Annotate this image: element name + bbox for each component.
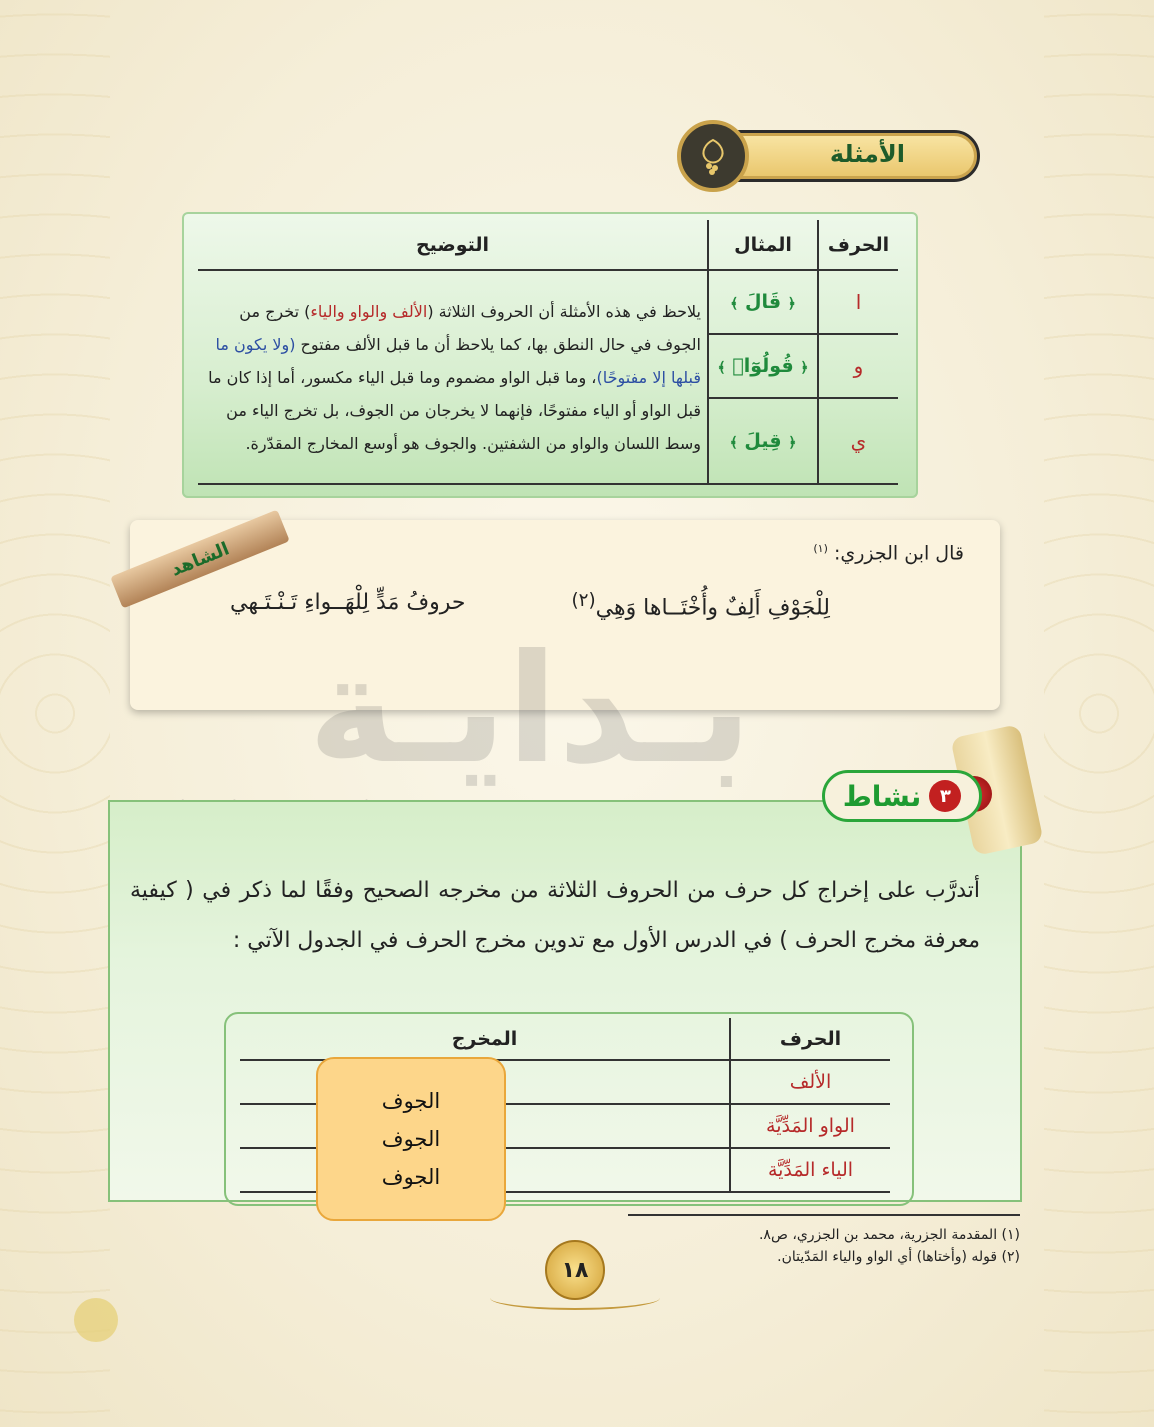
- header-letter: الحرف: [730, 1018, 890, 1060]
- row-letter: ي: [818, 398, 898, 484]
- evidence-intro: قال ابن الجزري: $^{(١)}$: [813, 542, 964, 565]
- grape-leaf-icon: [677, 120, 749, 192]
- footnote-item: (٢) قوله (وأختاها) أي الواو والياء المَدّيتان.: [777, 1249, 1020, 1265]
- ornament-right: [1044, 0, 1154, 1427]
- verse-second-hemistich: حروفُ مَدٍّ لِلْهَــواءِ تَـنْـتَـهي: [230, 590, 466, 615]
- answer-value: الجوف: [381, 1165, 441, 1189]
- row-letter: الواو المَدِّيَّة: [730, 1104, 890, 1148]
- row-letter: الياء المَدِّيَّة: [730, 1148, 890, 1192]
- section-title: الأمثلة: [829, 140, 905, 168]
- header-explanation: التوضيح: [198, 220, 708, 270]
- examples-header: [655, 120, 985, 192]
- row-letter: و: [818, 334, 898, 398]
- row-letter: ا: [818, 270, 898, 334]
- corner-logo-icon: [74, 1298, 118, 1342]
- footnote-divider: [628, 1214, 1020, 1216]
- footnote-item: (١) المقدمة الجزرية، محمد بن الجزري، ص٨.: [758, 1227, 1020, 1243]
- row-example: ﴿ قُولُوٓا۟ ﴾: [708, 334, 818, 398]
- page-number: ١٨: [545, 1240, 605, 1300]
- header-letter: الحرف: [818, 220, 898, 270]
- activity-number: ٣: [929, 780, 961, 812]
- row-example: ﴿ قِيلَ ﴾: [708, 398, 818, 484]
- row-example: ﴿ قَالَ ﴾: [708, 270, 818, 334]
- verse-first-hemistich: لِلْجَوْفِ أَلِفٌ وأُخْتَــاها وَهِي$^{(٢)}$: [571, 590, 830, 621]
- activity-instructions: أتدرَّب على إخراج كل حرف من الحروف الثلاثة من مخرجه الصحيح وفقًا لما ذكر في ( كيفية معرفة مخرج الحرف ) في الدرس الأول مع تدوين مخرج الحرف في الجدول الآتي :: [130, 878, 980, 953]
- ornament-left: [0, 0, 110, 1427]
- answer-value: الجوف: [381, 1127, 441, 1151]
- answer-value: الجوف: [381, 1089, 441, 1113]
- table-row: [198, 270, 898, 334]
- activity-box: [108, 800, 1022, 1202]
- evidence-card: [130, 520, 1000, 710]
- explanation-text: يلاحظ في هذه الأمثلة أن الحروف الثلاثة (الألف والواو والياء) تخرج من الجوف في حال النطق بها، كما يلاحظ أن ما قبل الألف مفتوح (ولا يكون ما قبلها إلا مفتوحًا)، وما قبل الواو مضموم وما قبل الياء مكسور، أما إذا كان ما قبل الواو أو الياء مفتوحًا، فإنهما لا يخرجان من الجوف، بل تخرج الياء من وسط اللسان والواو من الشفتين. والجوف هو أوسع المخارج المقدّرة.: [198, 270, 708, 484]
- footnotes: [759, 1224, 1020, 1268]
- activity-label: [822, 770, 982, 822]
- examples-table: [198, 220, 898, 485]
- answers-highlight: [316, 1057, 506, 1221]
- header-example: المثال: [708, 220, 818, 270]
- activity-tag: [822, 730, 1032, 850]
- header-outlet: المخرج: [240, 1018, 730, 1060]
- examples-box: [182, 212, 918, 498]
- evidence-ribbon: الشاهد: [110, 510, 290, 609]
- activity-title: نشاط: [842, 779, 922, 813]
- row-letter: الألف: [730, 1060, 890, 1104]
